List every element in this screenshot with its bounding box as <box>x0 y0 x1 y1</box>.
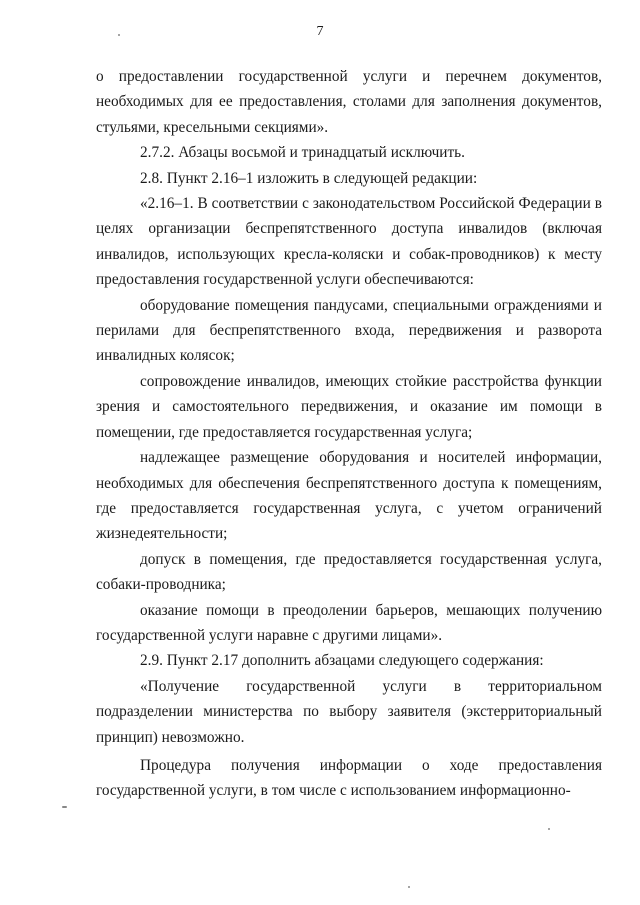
scan-speck <box>62 806 67 808</box>
paragraph-4: «2.16–1. В соответствии с законодательством Российской Федерации в целях организации беспрепятственного доступа инвалидов (включая инвалидов, использующих кресла-коляски и собак-проводников) к месту предоставления государственной услуги обеспечиваются: <box>96 195 602 289</box>
paragraph-3: 2.8. Пункт 2.16–1 изложить в следующей редакции: <box>140 169 478 187</box>
paragraph-7: надлежащее размещение оборудования и носителей информации, необходимых для обеспечения беспрепятственного доступа к помещениям, где предоставляется государственная услуга, с учетом ограничений жизнедеятельности; <box>96 449 602 543</box>
paragraph-8: допуск в помещения, где предоставляется государственная услуга, собаки-проводника; <box>96 550 602 594</box>
scan-speck <box>118 34 120 36</box>
paragraph-5: оборудование помещения пандусами, специальными ограждениями и перилами для беспрепятственного входа, передвижения и разворота инвалидных колясок; <box>96 296 602 365</box>
paragraph-1: о предоставлении государственной услуги и перечнем документов, необходимых для ее предоставления, столами для заполнения документов, стульями, кресельными секциями». <box>96 68 602 136</box>
body-text <box>96 64 602 804</box>
scan-speck <box>548 828 550 830</box>
scan-speck <box>408 886 410 888</box>
paragraph-12: Процедура получения информации о ходе предоставления государственной услуги, в том числе с использованием информационно- <box>96 756 602 800</box>
paragraph-10: 2.9. Пункт 2.17 дополнить абзацами следующего содержания: <box>140 652 544 670</box>
page-number: 7 <box>316 24 324 39</box>
paragraph-2: 2.7.2. Абзацы восьмой и тринадцатый исключить. <box>140 144 465 162</box>
paragraph-6: сопровождение инвалидов, имеющих стойкие расстройства функции зрения и самостоятельного передвижения, и оказание им помощи в помещении, где предоставляется государственная услуга; <box>96 372 602 441</box>
paragraph-11: «Получение государственной услуги в территориальном подразделении министерства по выбору заявителя (экстерриториальный принцип) невозможно. <box>96 677 602 746</box>
paragraph-9: оказание помощи в преодолении барьеров, мешающих получению государственной услуги наравне с другими лицами». <box>96 601 602 644</box>
